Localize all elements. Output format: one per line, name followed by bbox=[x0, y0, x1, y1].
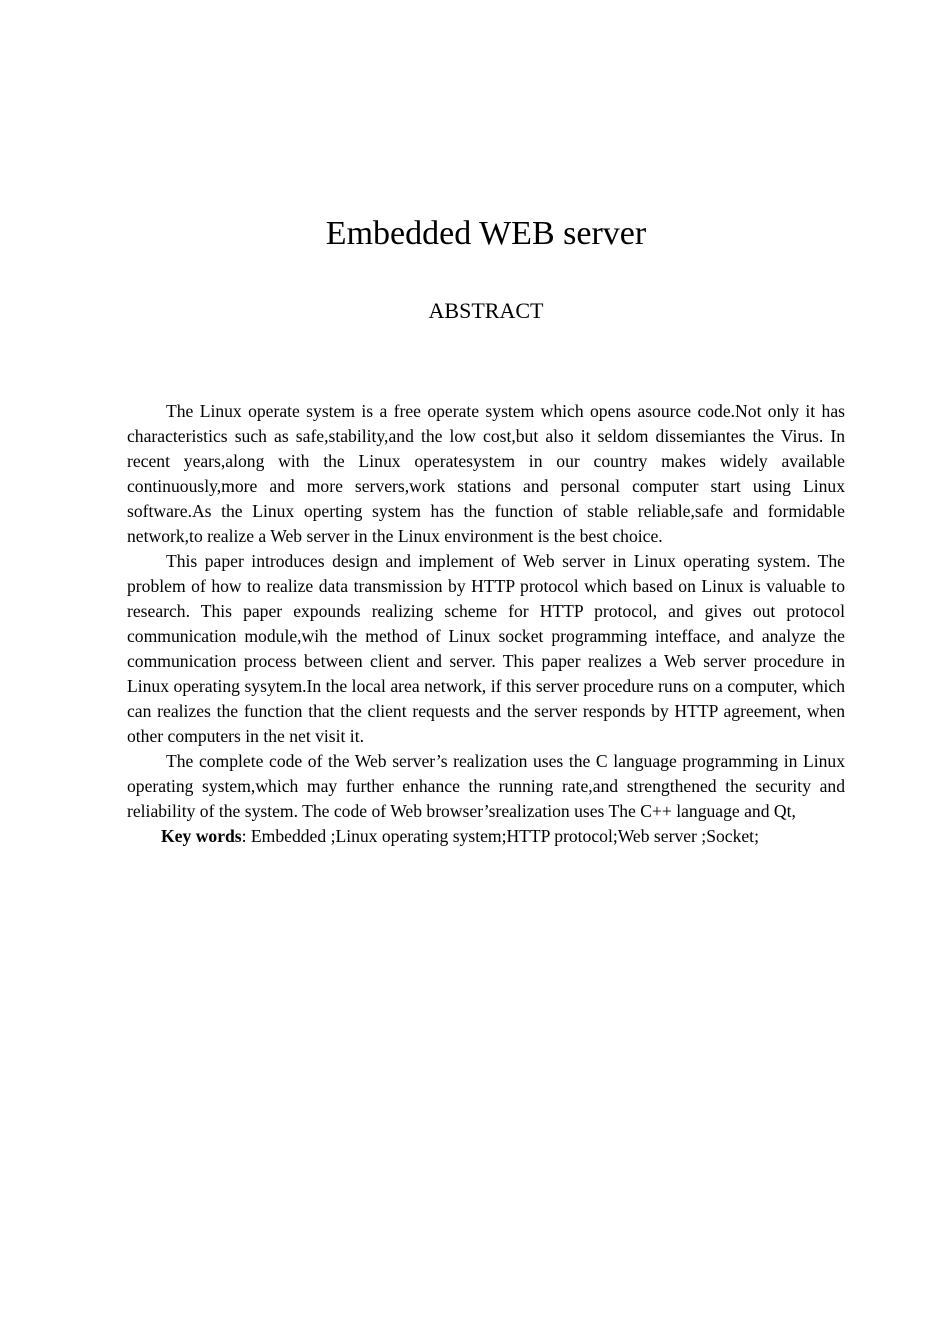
abstract-paragraph-3: The complete code of the Web server’s realization uses the C language programming in Linux operating system,which may further enhance the running rate,and strengthened the security and reliability of the system. The code of Web browser’srealization uses The C++ language and Qt, bbox=[127, 751, 845, 821]
keywords-label: Key words bbox=[161, 826, 242, 846]
abstract-paragraph-2: This paper introduces design and implement of Web server in Linux operating system. The problem of how to realize data transmission by HTTP protocol which based on Linux is valuable to research. This paper expounds realizing scheme for HTTP protocol, and gives out protocol communication module,wih the method of Linux socket programming intefface, and analyze the communication process between client and server. This paper realizes a Web server procedure in Linux operating sysytem.In the local area network, if this server procedure runs on a computer, which can realizes the function that the client requests and the server responds by HTTP agreement, when other computers in the net visit it. bbox=[127, 551, 845, 746]
keywords-line bbox=[127, 824, 845, 849]
abstract-paragraph-1: The Linux operate system is a free operate system which opens asource code.Not only it has characteristics such as safe,stability,and the low cost,but also it seldom dissemiantes the Virus. In recent years,along with the Linux operatesystem in our country makes widely available continuously,more and more servers,work stations and personal computer start using Linux software.As the Linux operting system has the function of stable reliable,safe and formidable network,to realize a Web server in the Linux environment is the best choice. bbox=[127, 401, 845, 546]
abstract-heading: ABSTRACT bbox=[428, 298, 544, 323]
keywords-text: : Embedded ;Linux operating system;HTTP protocol;Web server ;Socket; bbox=[241, 826, 759, 846]
document-title: Embedded WEB server bbox=[325, 215, 647, 252]
abstract-body bbox=[127, 399, 845, 849]
